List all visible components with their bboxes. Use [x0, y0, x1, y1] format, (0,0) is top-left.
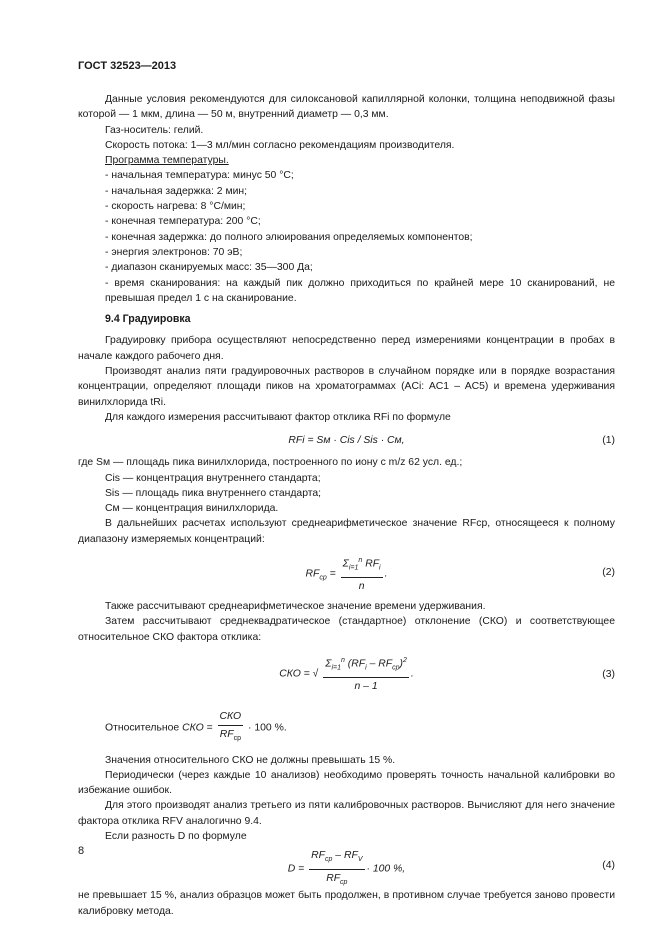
also-paragraph: Также рассчитывают среднеарифметическое значение времени удерживания. — [105, 601, 486, 613]
formula-1-expression: RFi = Sм · Cis / Sis · Cм, — [288, 435, 405, 447]
list-item: - конечная температура: 200 °С; — [78, 214, 615, 229]
list-item: - конечная задержка: до полного элюирования определяемых компонентов; — [78, 230, 615, 245]
formula-1 — [78, 425, 615, 455]
definition-line: где Sм — площадь пика винилхлорида, построенного по иону с m/z 62 усл. ед.; — [78, 457, 463, 469]
relative-sko: Относительное СКО = $\frac{\text{СКО}}{RF_{ср}}$ · 100 %. — [78, 709, 615, 747]
section-heading: 9.4 Градуировка — [105, 313, 191, 326]
formula-1-number: (1) — [602, 435, 615, 447]
fraction: $\frac{\Sigma_{i=1}^n (RF_i - RF_{ср})^2}{n - 1}$ — [323, 653, 409, 694]
formula-2-expression: $RF_{ср}$ = $\frac{\Sigma_{i=1}^n RF_i}{n}$ . — [78, 553, 615, 594]
average-paragraph: В дальнейших расчетах используют среднеарифметическое значение RFср, относящееся к полному диапазону измеряемых концентраций: — [78, 518, 615, 545]
std-deviation-paragraph: Затем рассчитывают среднеквадратическое (стандартное) отклонение (СКО) и соответствующее относительное СКО фактора отклика: — [78, 616, 615, 643]
list-item: - время сканирования: на каждый пик должно приходиться по крайней мере 10 сканирований, не превышая предел 1 с на сканирование. — [78, 276, 615, 307]
formula-2-number: (2) — [602, 567, 615, 579]
third-solution-paragraph: Для этого производят анализ третьего из пяти калибровочных растворов. Вычисляют для него значение фактора отклика RFV аналогично 9.4. — [78, 800, 615, 827]
page-number: 8 — [78, 845, 85, 857]
list-item: - диапазон сканируемых масс: 35—300 Да; — [78, 260, 615, 275]
fraction: $\frac{\text{СКО}}{RF_{ср}}$ — [219, 710, 242, 743]
document-body — [78, 92, 615, 919]
formula-3-number: (3) — [602, 668, 615, 680]
conditions-paragraph: Данные условия рекомендуются для силоксановой капиллярной колонки, толщина неподвижной фазы которой — 1 мкм, длина — 50 м, внутренний диаметр — 0,3 мм. — [78, 94, 615, 121]
final-paragraph: не превышает 15 %, анализ образцов может быть продолжен, в противном случае требуется заново провести калибровку метода. — [78, 890, 615, 917]
definition-line: Cis — концентрация внутреннего стандарта; — [105, 472, 321, 484]
program-title: Программа температуры. — [105, 155, 229, 167]
formula-4-number: (4) — [602, 860, 615, 872]
document-header: ГОСТ 32523—2013 — [78, 60, 177, 72]
carrier-gas: Газ-носитель: гелий. — [105, 124, 204, 136]
definition-line: Sis — площадь пика внутреннего стандарта; — [105, 487, 322, 499]
list-item: - энергия электронов: 70 эВ; — [78, 245, 615, 260]
formula-4-expression: D = $\frac{RF_{ср} - RF_V}{RF_{ср}}$ · 100 %, — [78, 848, 615, 890]
flow-rate: Скорость потока: 1—3 мл/мин согласно рекомендациям производителя. — [105, 139, 455, 151]
list-item: - начальная температура: минус 50 °С; — [78, 168, 615, 183]
fraction: $\frac{RF_{ср} - RF_V}{RF_{ср}}$ — [311, 850, 363, 886]
difference-intro: Если разность D по формуле — [105, 831, 247, 843]
fraction: $\frac{\Sigma_{i=1}^n RF_i}{n}$ — [341, 553, 383, 594]
definition-line: Cм — концентрация винилхлорида. — [105, 503, 279, 515]
list-item: - скорость нагрева: 8 °С/мин; — [78, 199, 615, 214]
periodic-paragraph: Периодически (через каждые 10 анализов) необходимо проверять точность начальной калибровки во избежание ошибок. — [78, 769, 615, 797]
formula-3-expression: СКО = √ $\frac{\Sigma_{i=1}^n (RF_i - RF_{ср})^2}{n - 1}$ . — [78, 653, 615, 694]
formula-2 — [78, 547, 615, 599]
list-item: - начальная задержка: 2 мин; — [78, 184, 615, 199]
limit-paragraph: Значения относительного СКО не должны превышать 15 %. — [105, 754, 396, 766]
calibration-paragraph: Градуировку прибора осуществляют непосредственно перед измерениями концентрации в пробах в начале каждого рабочего дня. — [78, 335, 615, 362]
calibration-analysis: Производят анализ пяти градуировочных растворов в случайном порядке или в порядке возрастания концентрации, определяют площади пиков на хроматограммах (AСi: AC1 – AC5) и времена удерживания винилхлорида tRi. — [78, 366, 615, 408]
response-factor-intro: Для каждого измерения рассчитывают фактор отклика RFi по формуле — [105, 411, 451, 423]
formula-3 — [78, 645, 615, 707]
formula-4 — [78, 844, 615, 888]
